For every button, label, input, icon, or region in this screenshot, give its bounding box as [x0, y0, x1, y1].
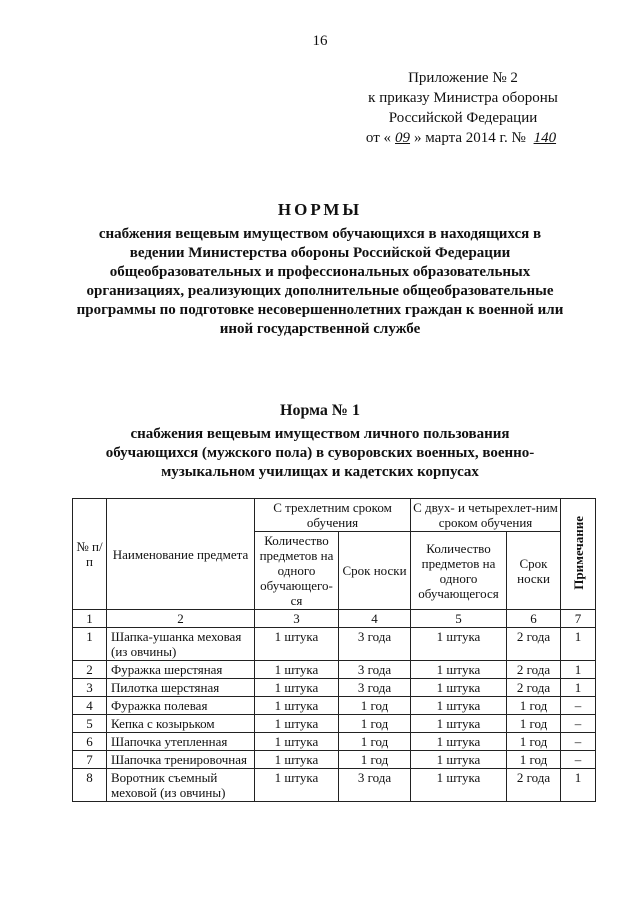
qty-3: 1 штука [255, 769, 339, 802]
row-num: 2 [73, 661, 107, 679]
qty-24: 1 штука [411, 679, 507, 697]
qty-3: 1 штука [255, 733, 339, 751]
header-term-24: Срок носки [507, 532, 561, 610]
term-3: 3 года [339, 628, 411, 661]
table-row [73, 679, 596, 697]
column-index: 1 [73, 610, 107, 628]
term-24: 2 года [507, 679, 561, 697]
header-note-label: Примечание [570, 515, 586, 590]
appendix-line-2: к приказу Министра обороны [368, 90, 558, 106]
item-name: Воротник съемный меховой (из овчины) [107, 769, 255, 802]
header-num: № п/п [73, 499, 107, 610]
qty-24: 1 штука [411, 661, 507, 679]
column-index: 6 [507, 610, 561, 628]
term-3: 1 год [339, 715, 411, 733]
qty-3: 1 штука [255, 751, 339, 769]
table-row [73, 661, 596, 679]
row-num: 4 [73, 697, 107, 715]
term-24: 2 года [507, 628, 561, 661]
table-row [73, 697, 596, 715]
term-24: 2 года [507, 769, 561, 802]
norms-table [72, 498, 596, 802]
term-3: 1 год [339, 697, 411, 715]
document-title: НОРМЫ [277, 200, 363, 219]
header-note [561, 499, 596, 610]
qty-24: 1 штука [411, 697, 507, 715]
header-group-2-4-years: С двух- и четырехлет-ним сроком обучения [411, 499, 561, 532]
row-num: 7 [73, 751, 107, 769]
note: – [561, 715, 596, 733]
note: – [561, 733, 596, 751]
date-middle: » марта 2014 г. № [414, 130, 526, 146]
appendix-block [338, 68, 588, 148]
term-24: 1 год [507, 697, 561, 715]
row-num: 6 [73, 733, 107, 751]
header-term-3: Срок носки [339, 532, 411, 610]
note: – [561, 751, 596, 769]
term-3: 3 года [339, 679, 411, 697]
column-index: 7 [561, 610, 596, 628]
header-qty-3: Количество предметов на одного обучающего-ся [255, 532, 339, 610]
qty-3: 1 штука [255, 697, 339, 715]
term-24: 1 год [507, 733, 561, 751]
item-name: Фуражка полевая [107, 697, 255, 715]
term-24: 2 года [507, 661, 561, 679]
term-24: 1 год [507, 751, 561, 769]
order-number-handwritten: 140 [533, 130, 557, 146]
column-index: 3 [255, 610, 339, 628]
term-3: 3 года [339, 661, 411, 679]
note: 1 [561, 628, 596, 661]
table-row [73, 769, 596, 802]
qty-24: 1 штука [411, 733, 507, 751]
column-index: 2 [107, 610, 255, 628]
note: 1 [561, 661, 596, 679]
appendix-line-1: Приложение № 2 [408, 70, 518, 86]
document-subtitle: снабжения вещевым имуществом обучающихся в находящихся в ведении Министерства обороны Российской Федерации общеобразовательных и профессиональных образовательных организациях, реализующих дополнительные общеобразовательные программы по подготовке несовершеннолетних граждан к военной или иной государственной службе [76, 226, 564, 337]
header-name: Наименование предмета [107, 499, 255, 610]
column-index: 5 [411, 610, 507, 628]
term-3: 1 год [339, 733, 411, 751]
term-3: 1 год [339, 751, 411, 769]
appendix-date-line [338, 128, 588, 148]
note: 1 [561, 769, 596, 802]
item-name: Фуражка шерстяная [107, 661, 255, 679]
qty-24: 1 штука [411, 751, 507, 769]
norm-subtitle: снабжения вещевым имуществом личного пользования обучающихся (мужского пола) в суворовских военных, военно-музыкальном училищах и кадетских корпусах [105, 426, 535, 480]
row-num: 5 [73, 715, 107, 733]
item-name: Шапочка утепленная [107, 733, 255, 751]
row-num: 8 [73, 769, 107, 802]
qty-3: 1 штука [255, 628, 339, 661]
note: – [561, 697, 596, 715]
qty-24: 1 штука [411, 769, 507, 802]
qty-3: 1 штука [255, 661, 339, 679]
table-row [73, 733, 596, 751]
date-prefix: от « [365, 130, 392, 146]
qty-3: 1 штука [255, 679, 339, 697]
page-number: 16 [312, 33, 328, 49]
norm-title: Норма № 1 [280, 402, 360, 419]
note: 1 [561, 679, 596, 697]
item-name: Кепка с козырьком [107, 715, 255, 733]
qty-3: 1 штука [255, 715, 339, 733]
row-num: 3 [73, 679, 107, 697]
header-group-3-years: С трехлетним сроком обучения [255, 499, 411, 532]
term-3: 3 года [339, 769, 411, 802]
table-row [73, 715, 596, 733]
term-24: 1 год [507, 715, 561, 733]
date-day-handwritten: 09 [395, 130, 411, 146]
table-row [73, 751, 596, 769]
qty-24: 1 штука [411, 628, 507, 661]
appendix-line-3: Российской Федерации [388, 110, 538, 126]
column-index-row [73, 610, 596, 628]
table-row [73, 628, 596, 661]
column-index: 4 [339, 610, 411, 628]
item-name: Шапочка тренировочная [107, 751, 255, 769]
item-name: Шапка-ушанка меховая (из овчины) [107, 628, 255, 661]
qty-24: 1 штука [411, 715, 507, 733]
row-num: 1 [73, 628, 107, 661]
item-name: Пилотка шерстяная [107, 679, 255, 697]
header-qty-24: Количество предметов на одного обучающегося [411, 532, 507, 610]
